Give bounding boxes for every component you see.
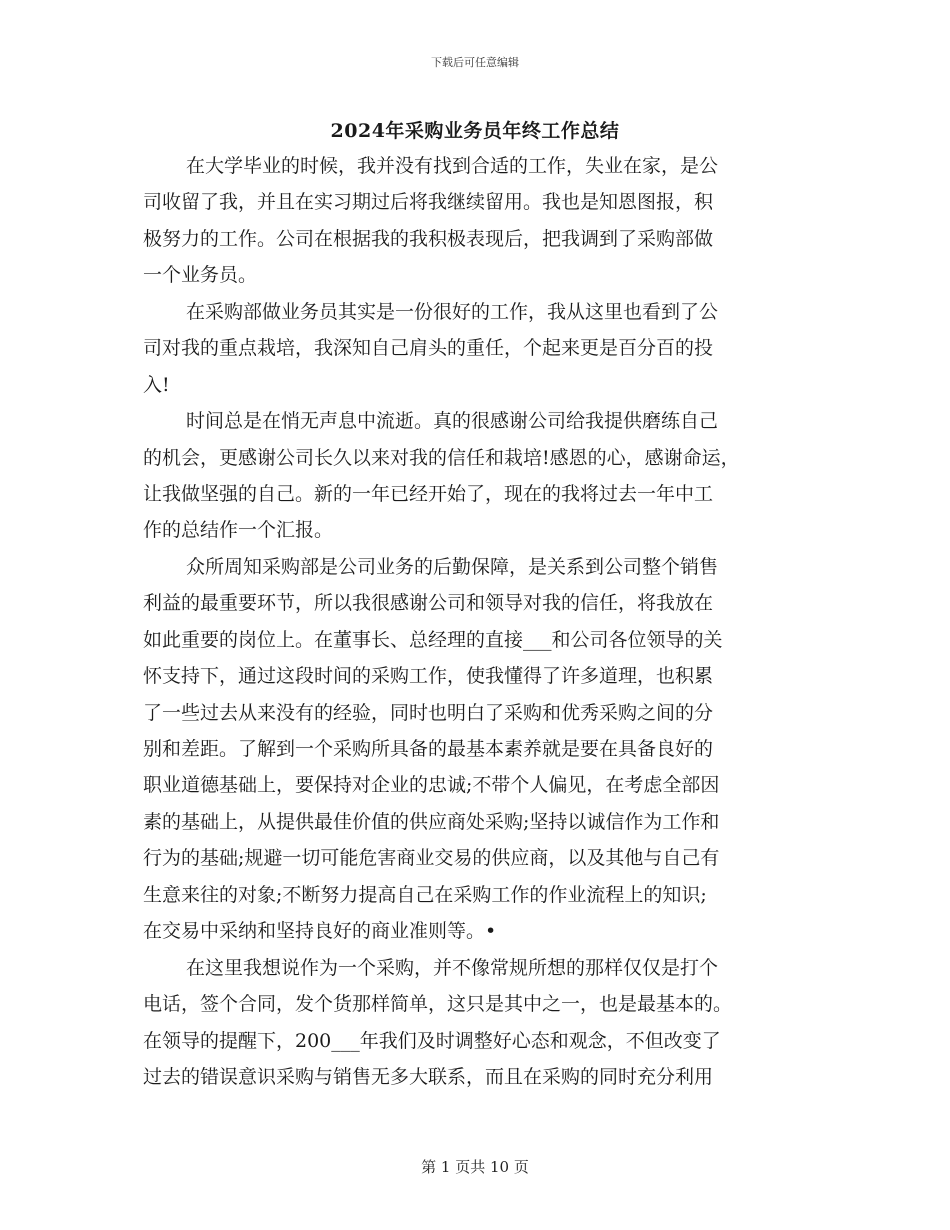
paragraph-line: 的机会，更感谢公司长久以来对我的信任和栽培!感恩的心，感谢命运，: [143, 446, 740, 469]
paragraph-line: 司对我的重点栽培，我深知自己肩头的重任，个起来更是百分百的投: [143, 337, 714, 360]
paragraph-line: 怀支持下，通过这段时间的采购工作，使我懂得了许多道理，也积累: [143, 665, 714, 688]
paragraph-line: 入!: [143, 373, 170, 396]
paragraph-line: 作的总结作一个汇报。: [143, 519, 334, 542]
paragraph-line: 在大学毕业的时候，我并没有找到合适的工作，失业在家，是公: [186, 155, 719, 177]
paragraph-line: 时间总是在悄无声息中流逝。真的很感谢公司给我提供磨练自己: [186, 410, 719, 433]
document-title: 2024年采购业务员年终工作总结: [330, 120, 620, 142]
paragraph-line: 了一些过去从来没有的经验，同时也明白了采购和优秀采购之间的分: [143, 701, 714, 724]
paragraph-line: 一个业务员。: [143, 264, 258, 287]
paragraph-line: 电话，签个合同，发个货那样简单，这只是其中之一，也是最基本的。: [143, 993, 733, 1016]
paragraph-line: 在领导的提醒下，200___年我们及时调整好心态和观念，不但改变了: [143, 1029, 721, 1052]
paragraph-line: 利益的最重要环节，所以我很感谢公司和领导对我的信任，将我放在: [143, 592, 714, 615]
page-header-note: 下载后可任意编辑: [431, 56, 519, 69]
paragraph-line: 别和差距。了解到一个采购所具备的最基本素养就是要在具备良好的: [143, 738, 714, 760]
paragraph-line: 行为的基础;规避一切可能危害商业交易的供应商，以及其他与自己有: [143, 847, 720, 870]
document-body: [143, 148, 809, 1095]
paragraph-line: 在采购部做业务员其实是一份很好的工作，我从这里也看到了公: [186, 300, 719, 323]
paragraph-line: 在交易中采纳和坚持良好的商业准则等。•: [143, 920, 497, 943]
paragraph-line: 生意来往的对象;不断努力提高自己在采购工作的作业流程上的知识;: [143, 883, 707, 906]
paragraph-line: 如此重要的岗位上。在董事长、总经理的直接___和公司各位领导的关: [143, 628, 723, 651]
paragraph-line: 在这里我想说作为一个采购，并不像常规所想的那样仅仅是打个: [186, 956, 719, 979]
paragraph-line: 极努力的工作。公司在根据我的我积极表现后，把我调到了采购部做: [143, 227, 714, 250]
paragraph-line: 职业道德基础上，要保持对企业的忠诚;不带个人偏见，在考虑全部因: [143, 774, 720, 797]
page-footer: 第 1 页共 10 页: [421, 1158, 529, 1176]
paragraph-line: 过去的错误意识采购与销售无多大联系，而且在采购的同时充分利用: [143, 1065, 714, 1088]
paragraph-line: 众所周知采购部是公司业务的后勤保障，是关系到公司整个销售: [186, 555, 719, 578]
paragraph-line: 让我做坚强的自己。新的一年已经开始了，现在的我将过去一年中工: [143, 482, 714, 505]
paragraph-line: 素的基础上，从提供最佳价值的供应商处采购;坚持以诚信作为工作和: [143, 810, 720, 833]
paragraph-line: 司收留了我，并且在实习期过后将我继续留用。我也是知恩图报，积: [143, 191, 714, 214]
